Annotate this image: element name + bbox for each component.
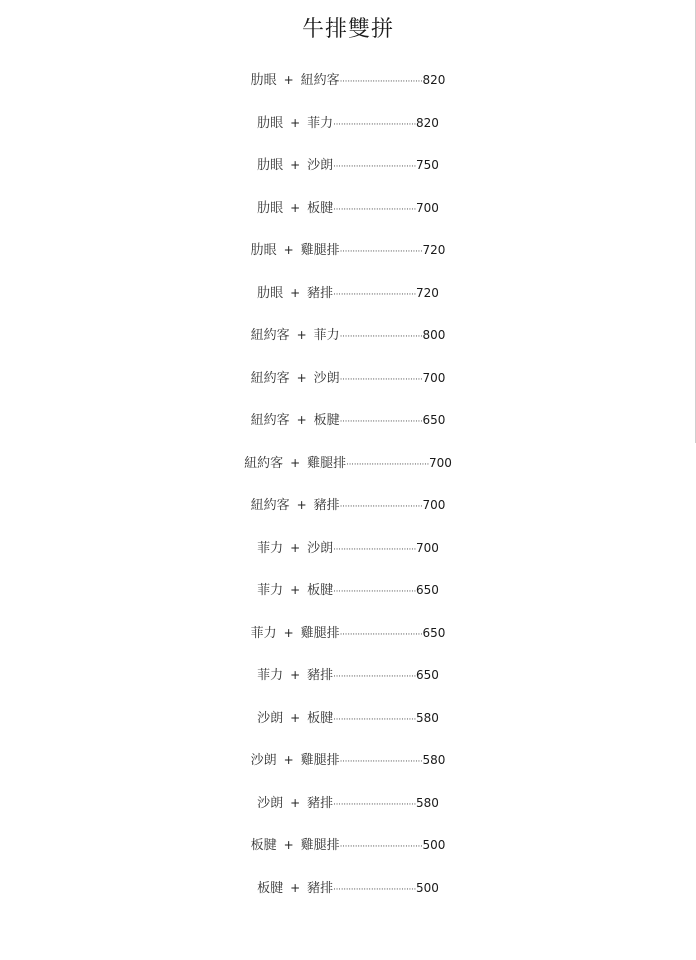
- menu-item-second-cut: 沙朗: [307, 540, 334, 556]
- dot-leader: ·································: [333, 162, 417, 172]
- dot-leader: ·································: [346, 459, 430, 470]
- menu-item-first-cut: 紐約客: [250, 328, 290, 343]
- menu-item: [0, 401, 696, 444]
- menu-item-second-cut: 豬排: [307, 795, 334, 811]
- menu-item-second-cut: 雞腿排: [300, 838, 340, 853]
- dot-leader: ·································: [339, 77, 423, 87]
- combo-plus-sign: +: [296, 413, 307, 427]
- menu-item-first-cut: 沙朗: [257, 795, 284, 811]
- combo-plus-sign: +: [296, 370, 307, 385]
- menu-item-price: 700: [422, 370, 446, 385]
- menu-item-first-cut: 紐約客: [244, 455, 284, 471]
- menu-item-second-cut: 沙朗: [307, 158, 334, 173]
- menu-item-second-cut: 菲力: [313, 328, 340, 343]
- menu-list: [0, 61, 696, 911]
- menu-item-price: 800: [422, 328, 446, 342]
- dot-leader: ·································: [333, 119, 417, 130]
- combo-plus-sign: +: [290, 540, 301, 555]
- combo-plus-sign: +: [290, 158, 301, 172]
- menu-item-second-cut: 雞腿排: [300, 243, 340, 258]
- menu-item: [0, 316, 696, 359]
- dot-leader: ·································: [333, 204, 417, 215]
- menu-item: [0, 61, 696, 104]
- dot-leader: ·································: [339, 417, 423, 427]
- dot-leader: ·································: [339, 757, 423, 767]
- combo-plus-sign: +: [290, 115, 301, 130]
- menu-item: [0, 359, 696, 402]
- combo-plus-sign: +: [290, 200, 301, 215]
- menu-item-first-cut: 菲力: [250, 625, 277, 641]
- dot-leader: ·································: [339, 247, 423, 257]
- menu-item-first-cut: 菲力: [257, 583, 284, 598]
- menu-item: [0, 656, 696, 699]
- menu-item-price: 700: [429, 455, 452, 470]
- combo-plus-sign: +: [296, 498, 307, 512]
- menu-item-second-cut: 豬排: [307, 880, 334, 896]
- menu-item-second-cut: 沙朗: [313, 370, 340, 386]
- menu-item-first-cut: 肋眼: [257, 200, 284, 216]
- combo-plus-sign: +: [290, 455, 301, 470]
- menu-item-first-cut: 紐約客: [250, 370, 290, 386]
- menu-item-second-cut: 雞腿排: [307, 455, 347, 471]
- menu-item-first-cut: 沙朗: [257, 710, 284, 726]
- menu-item-second-cut: 雞腿排: [300, 753, 340, 768]
- dot-leader: ·································: [333, 587, 417, 597]
- menu-item-price: 720: [422, 243, 446, 257]
- menu-item-first-cut: 沙朗: [250, 753, 277, 768]
- dot-leader: ·································: [333, 884, 417, 895]
- menu-item-price: 820: [422, 73, 446, 87]
- dot-leader: ·································: [339, 842, 423, 852]
- menu-item-first-cut: 紐約客: [250, 498, 290, 513]
- menu-item-second-cut: 雞腿排: [300, 625, 340, 641]
- dot-leader: ·································: [333, 544, 417, 555]
- menu-item: [0, 231, 696, 274]
- dot-leader: ·································: [333, 672, 417, 682]
- dot-leader: ·································: [339, 374, 423, 385]
- combo-plus-sign: +: [283, 625, 294, 640]
- menu-item-second-cut: 豬排: [313, 498, 340, 513]
- combo-plus-sign: +: [283, 243, 294, 257]
- menu-item: [0, 699, 696, 742]
- menu-item-price: 750: [416, 158, 439, 172]
- menu-item: [0, 869, 696, 912]
- dot-leader: ·································: [333, 799, 417, 810]
- menu-item-price: 580: [416, 795, 439, 810]
- menu-item-price: 700: [416, 200, 439, 215]
- menu-item-second-cut: 板腱: [307, 583, 334, 598]
- menu-item: [0, 444, 696, 487]
- menu-item: [0, 741, 696, 784]
- page-title: 牛排雙拼: [301, 17, 394, 42]
- menu-item-second-cut: 板腱: [307, 200, 334, 216]
- dot-leader: ·································: [339, 629, 423, 640]
- combo-plus-sign: +: [290, 583, 301, 597]
- menu-item: [0, 486, 696, 529]
- menu-item: [0, 826, 696, 869]
- menu-item-second-cut: 菲力: [307, 115, 334, 131]
- menu-item-first-cut: 肋眼: [257, 285, 284, 301]
- menu-item: [0, 784, 696, 827]
- menu-item-first-cut: 菲力: [257, 668, 284, 683]
- menu-item-first-cut: 菲力: [257, 540, 284, 556]
- menu-item-price: 650: [416, 668, 439, 682]
- menu-item-first-cut: 紐約客: [250, 413, 290, 428]
- combo-plus-sign: +: [296, 328, 307, 342]
- menu-item-price: 650: [422, 413, 446, 427]
- menu-item-price: 820: [416, 115, 439, 130]
- combo-plus-sign: +: [290, 795, 301, 810]
- menu-item-second-cut: 板腱: [307, 710, 334, 726]
- menu-item-price: 650: [422, 625, 446, 640]
- menu-item-price: 580: [416, 710, 439, 725]
- menu-item-first-cut: 肋眼: [250, 73, 277, 88]
- menu-item-price: 500: [422, 838, 446, 852]
- menu-item-price: 500: [416, 880, 439, 895]
- combo-plus-sign: +: [290, 668, 301, 682]
- menu-item-first-cut: 板腱: [257, 880, 284, 896]
- menu-item-second-cut: 豬排: [307, 668, 334, 683]
- menu-item: [0, 274, 696, 317]
- menu-item-first-cut: 肋眼: [250, 243, 277, 258]
- menu-item-price: 700: [422, 498, 446, 512]
- menu-item-first-cut: 肋眼: [257, 115, 284, 131]
- dot-leader: ·································: [339, 502, 423, 512]
- combo-plus-sign: +: [290, 710, 301, 725]
- dot-leader: ·································: [339, 332, 423, 342]
- menu-item: [0, 571, 696, 614]
- menu-item-price: 720: [416, 285, 439, 300]
- menu-item: [0, 104, 696, 147]
- menu-item: [0, 529, 696, 572]
- combo-plus-sign: +: [283, 838, 294, 852]
- menu-item: [0, 614, 696, 657]
- menu-item: [0, 146, 696, 189]
- menu-item-price: 700: [416, 540, 439, 555]
- menu-item-price: 650: [416, 583, 439, 597]
- combo-plus-sign: +: [290, 880, 301, 895]
- menu-item-second-cut: 紐約客: [300, 73, 340, 88]
- menu-item-second-cut: 板腱: [313, 413, 340, 428]
- menu-item-price: 580: [422, 753, 446, 767]
- combo-plus-sign: +: [283, 73, 294, 87]
- menu-item-second-cut: 豬排: [307, 285, 334, 301]
- menu-item-first-cut: 肋眼: [257, 158, 284, 173]
- menu-item-first-cut: 板腱: [250, 838, 277, 853]
- combo-plus-sign: +: [283, 753, 294, 767]
- combo-plus-sign: +: [290, 285, 301, 300]
- menu-item: [0, 189, 696, 232]
- dot-leader: ·································: [333, 289, 417, 300]
- dot-leader: ·································: [333, 714, 417, 725]
